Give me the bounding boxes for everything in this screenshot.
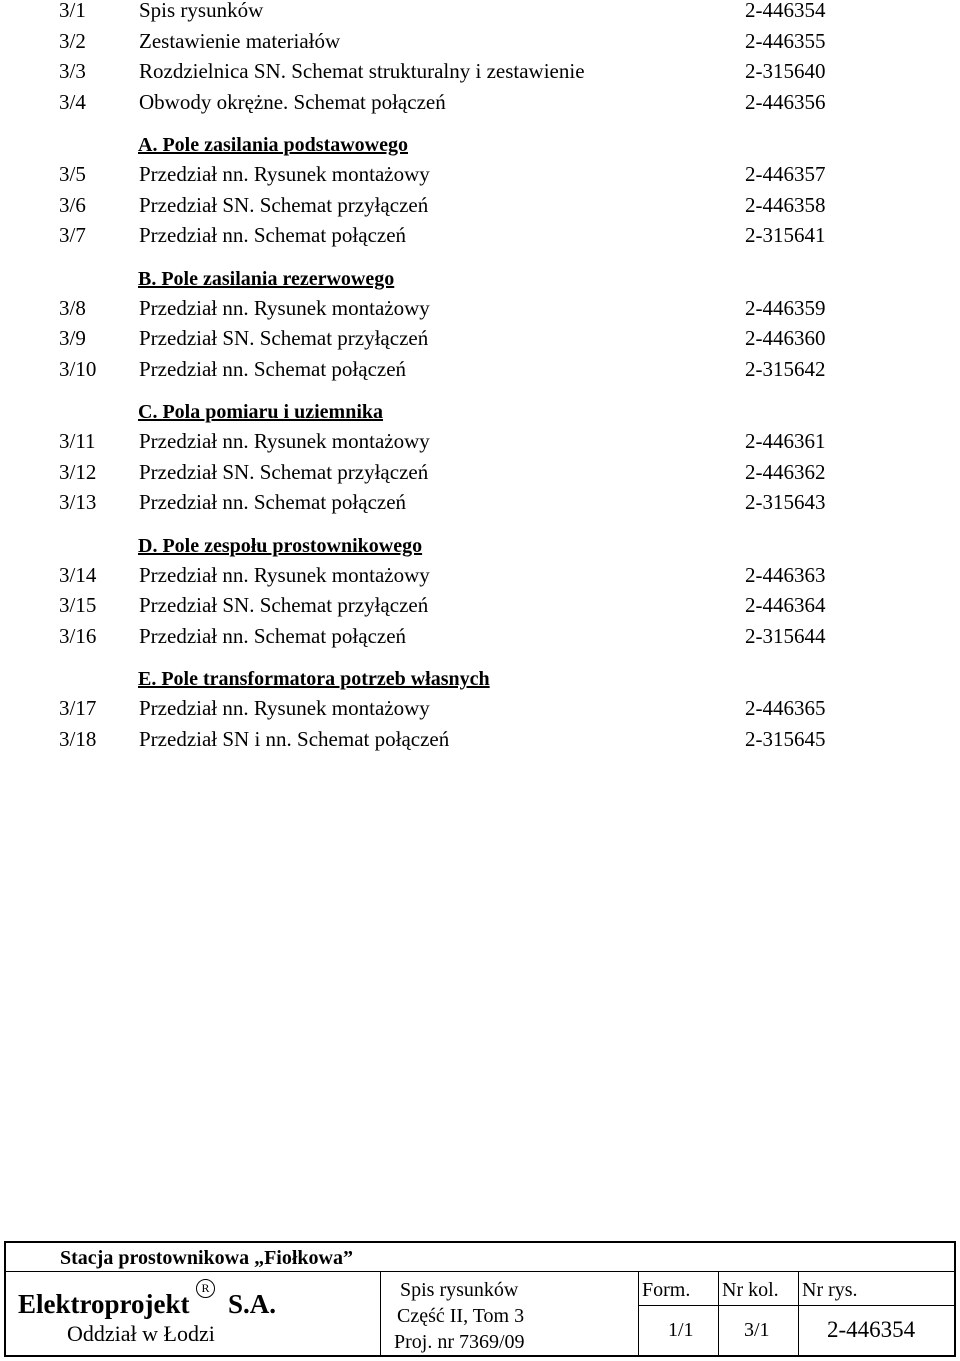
- sheet-number: 3/17: [59, 696, 97, 720]
- sheet-number: 3/18: [59, 726, 97, 751]
- drawing-description: Przedział SN i nn. Schemat połączeń: [139, 726, 450, 751]
- list-item: [0, 159, 960, 189]
- section-title: A. Pole zasilania podstawowego: [138, 134, 408, 156]
- list-item: [0, 220, 960, 250]
- drawing-description: Przedział SN. Schemat przyłączeń: [139, 326, 429, 350]
- drawing-code: 2-315642: [745, 356, 826, 381]
- list-item: [0, 26, 960, 56]
- section-heading: [0, 397, 960, 427]
- company-name: Elektroprojekt: [18, 1289, 190, 1319]
- drawing-code: 2-446358: [745, 192, 826, 217]
- list-item: [0, 56, 960, 86]
- title-block-divider: [638, 1271, 639, 1357]
- drawing-description: Przedział nn. Rysunek montażowy: [139, 696, 430, 720]
- company-suffix: S.A.: [228, 1289, 277, 1319]
- drawing-description: Przedział SN. Schemat przyłączeń: [139, 192, 429, 217]
- sheet-number: 3/13: [59, 490, 97, 514]
- list-item: [0, 293, 960, 323]
- sheet-number: 3/7: [59, 223, 86, 247]
- sheet-number: 3/4: [59, 89, 86, 114]
- drawing-code: 2-446363: [745, 562, 826, 587]
- drawing-code: 2-315644: [745, 623, 826, 648]
- section-title: E. Pole transformatora potrzeb własnych: [138, 668, 490, 690]
- list-item: [0, 354, 960, 384]
- drawing-description: Przedział nn. Rysunek montażowy: [139, 295, 430, 320]
- drawing-description: Przedział nn. Schemat połączeń: [139, 356, 407, 381]
- list-item: [0, 323, 960, 353]
- drawing-description: Przedział nn. Schemat połączeń: [139, 623, 407, 648]
- list-item: [0, 590, 960, 620]
- drawing-description: Przedział nn. Rysunek montażowy: [139, 429, 430, 453]
- list-item: [0, 724, 960, 754]
- drawing-code: 2-446354: [745, 0, 826, 22]
- drawing-code: 2-315645: [745, 726, 826, 751]
- list-item: [0, 457, 960, 487]
- drawing-code: 2-446362: [745, 459, 826, 484]
- section-heading: [0, 130, 960, 160]
- drawing-code: 2-446361: [745, 429, 826, 453]
- title-block-divider: [6, 1271, 954, 1272]
- drawing-description: Zestawienie materiałów: [139, 28, 341, 53]
- sheet-number: 3/6: [59, 192, 86, 217]
- sheet-number: 3/8: [59, 295, 86, 320]
- drawing-description: Przedział SN. Schemat przyłączeń: [139, 459, 429, 484]
- sheet-number: 3/12: [59, 459, 97, 484]
- sheet-number: 3/3: [59, 59, 86, 83]
- document-title: Spis rysunków: [400, 1279, 519, 1301]
- drawing-code: 2-446360: [745, 326, 826, 350]
- sheet-number: 3/1: [59, 0, 86, 22]
- drawing-number-value: 2-446354: [827, 1317, 916, 1342]
- list-item: [0, 0, 960, 25]
- form-value: 1/1: [668, 1319, 694, 1341]
- drawing-code: 2-446356: [745, 89, 826, 114]
- section-title: D. Pole zespołu prostownikowego: [138, 534, 423, 557]
- title-block-divider: [380, 1271, 381, 1357]
- section-heading: [0, 264, 960, 294]
- section-title: B. Pole zasilania rezerwowego: [138, 267, 395, 290]
- title-block: [4, 1241, 956, 1357]
- title-block-divider: [638, 1305, 954, 1306]
- project-number: Proj. nr 7369/09: [394, 1331, 525, 1353]
- drawing-code: 2-446357: [745, 162, 826, 186]
- title-block-divider: [798, 1271, 799, 1357]
- station-name: Stacja prostownikowa „Fiołkowa”: [60, 1247, 353, 1269]
- column-number-value: 3/1: [744, 1319, 770, 1341]
- drawing-code: 2-446364: [745, 593, 826, 617]
- form-label: Form.: [642, 1279, 691, 1301]
- sheet-number: 3/11: [59, 429, 96, 453]
- list-item: [0, 560, 960, 590]
- drawing-description: Spis rysunków: [139, 0, 264, 22]
- drawing-number-label: Nr rys.: [802, 1279, 858, 1301]
- document-part: Część II, Tom 3: [397, 1305, 525, 1327]
- drawing-code: 2-446365: [745, 696, 826, 720]
- sheet-number: 3/2: [59, 28, 86, 53]
- title-block-divider: [718, 1271, 719, 1357]
- drawing-description: Przedział SN. Schemat przyłączeń: [139, 593, 429, 617]
- sheet-number: 3/14: [59, 562, 97, 587]
- branch-name: Oddział w Łodzi: [67, 1321, 215, 1346]
- list-item: [0, 87, 960, 117]
- sheet-number: 3/9: [59, 326, 86, 350]
- list-item: [0, 190, 960, 220]
- drawing-code: 2-315641: [745, 223, 826, 247]
- sheet-number: 3/16: [59, 623, 97, 648]
- drawing-description: Obwody okrężne. Schemat połączeń: [139, 89, 446, 114]
- drawing-description: Przedział nn. Rysunek montażowy: [139, 562, 430, 587]
- list-item: [0, 621, 960, 651]
- drawing-code: 2-315643: [745, 490, 826, 514]
- drawing-code: 2-446355: [745, 28, 826, 53]
- list-item: [0, 693, 960, 723]
- sheet-number: 3/15: [59, 593, 97, 617]
- list-item: [0, 487, 960, 517]
- registered-trademark-icon: R: [196, 1279, 215, 1298]
- section-heading: [0, 531, 960, 561]
- drawing-description: Rozdzielnica SN. Schemat strukturalny i zestawienie: [139, 59, 585, 83]
- section-title: C. Pola pomiaru i uziemnika: [138, 401, 384, 423]
- list-item: [0, 426, 960, 456]
- sheet-number: 3/5: [59, 162, 86, 186]
- section-heading: [0, 664, 960, 694]
- column-number-label: Nr kol.: [722, 1279, 779, 1301]
- drawing-description: Przedział nn. Schemat połączeń: [139, 490, 407, 514]
- sheet-number: 3/10: [59, 356, 97, 381]
- drawing-code: 2-446359: [745, 295, 826, 320]
- drawing-description: Przedział nn. Schemat połączeń: [139, 223, 407, 247]
- drawing-code: 2-315640: [745, 59, 826, 83]
- drawing-description: Przedział nn. Rysunek montażowy: [139, 162, 430, 186]
